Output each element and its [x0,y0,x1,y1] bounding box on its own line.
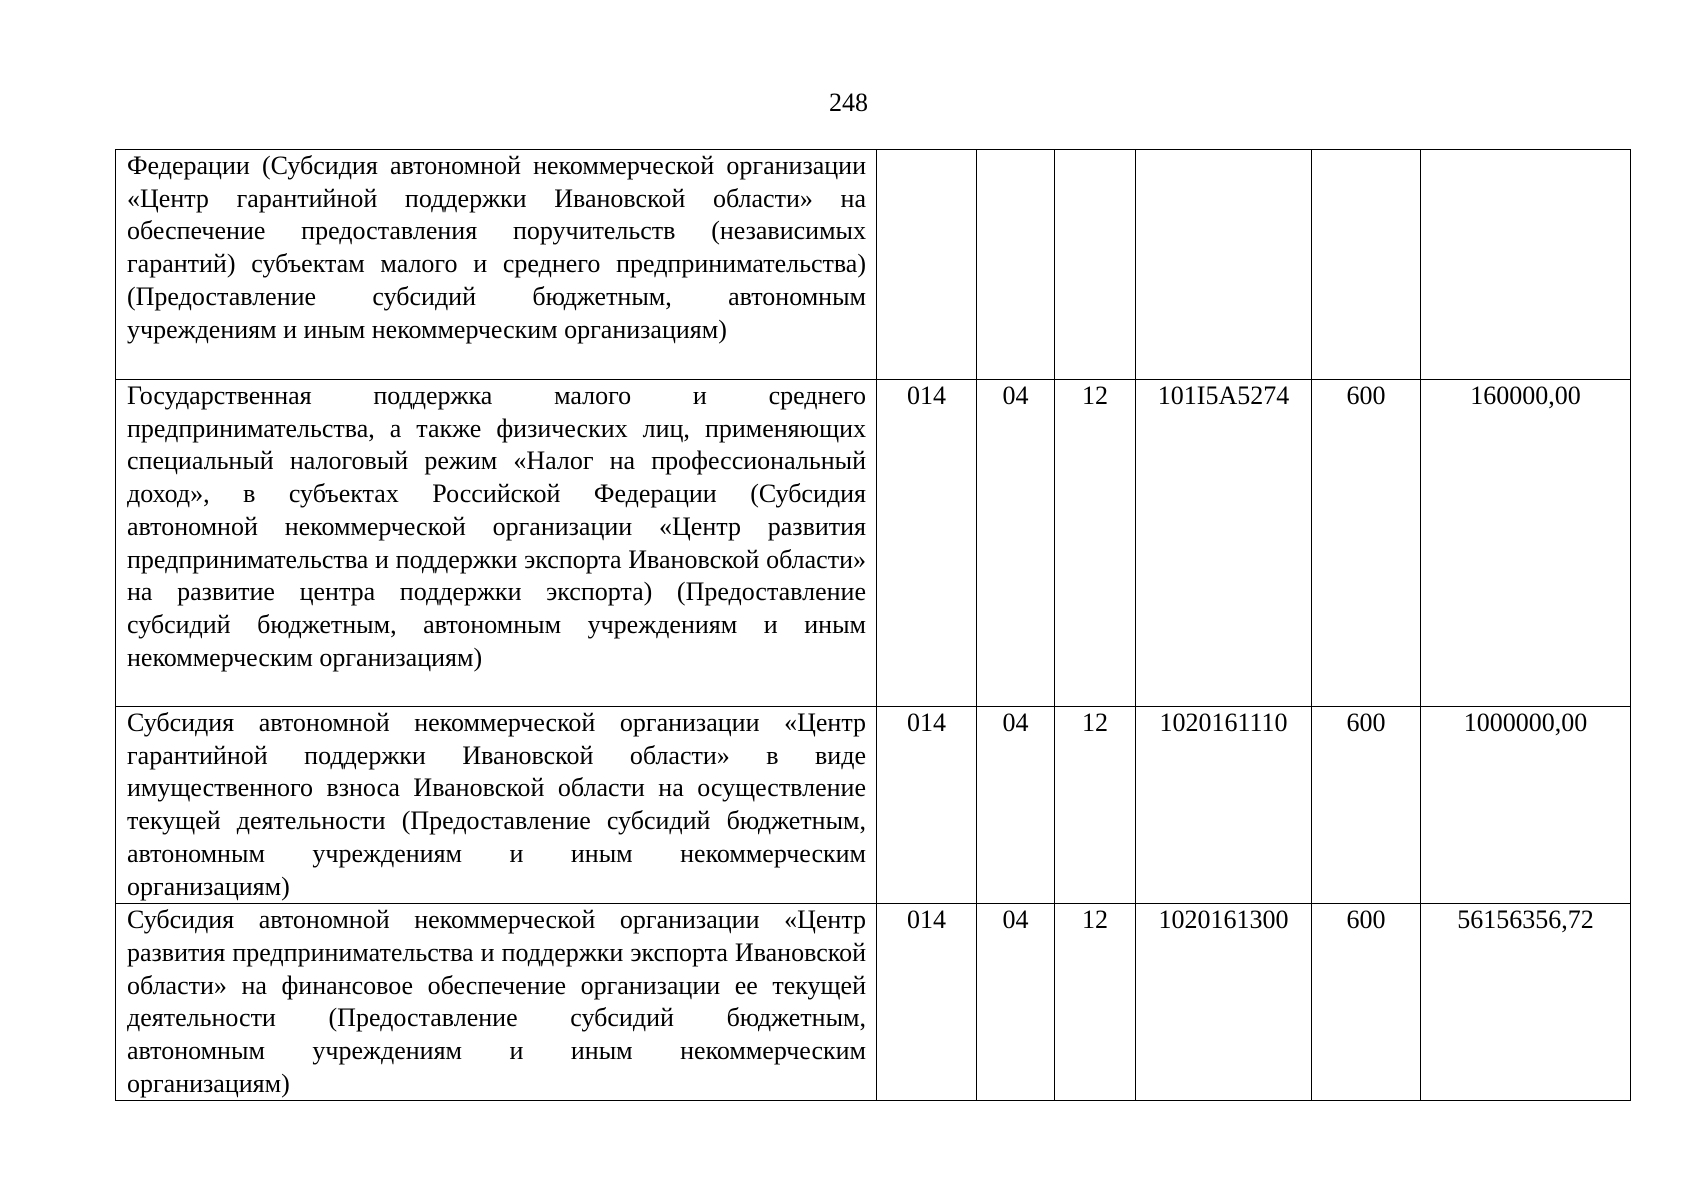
ministry-code-cell [877,150,977,380]
expense-type-cell: 600 [1312,904,1421,1101]
row-description: Субсидия автономной некоммерческой организации «Центр развития предпринимательства и поддержки экспорта Ивановской области» на финансовое обеспечение организации ее текущей деятельности (Предоставление субсидий бюджетным, автономным учреждениям и иным некоммерческим организациям) [116,904,877,1101]
subsection-cell: 12 [1055,707,1136,904]
subsection-cell: 12 [1055,380,1136,707]
budget-table [115,149,1631,1101]
expense-type-cell: 600 [1312,707,1421,904]
amount-cell: 1000000,00 [1421,707,1631,904]
target-article-cell [1136,150,1312,380]
amount-cell: 160000,00 [1421,380,1631,707]
amount-cell: 56156356,72 [1421,904,1631,1101]
subsection-cell [1055,150,1136,380]
expense-type-cell [1312,150,1421,380]
section-cell: 04 [977,904,1055,1101]
ministry-code-cell: 014 [877,380,977,707]
row-description: Федерации (Субсидия автономной некоммерческой организации «Центр гарантийной поддержки Ивановской области» на обеспечение предоставления поручительств (независимых гарантий) субъектам малого и среднего предпринимательства) (Предоставление субсидий бюджетным, автономным учреждениям и иным некоммерческим организациям) [116,150,877,380]
row-description: Субсидия автономной некоммерческой организации «Центр гарантийной поддержки Ивановской области» в виде имущественного взноса Ивановской области на осуществление текущей деятельности (Предоставление субсидий бюджетным, автономным учреждениям и иным некоммерческим организациям) [116,707,877,904]
target-article-cell: 1020161300 [1136,904,1312,1101]
section-cell: 04 [977,707,1055,904]
row-description: Государственная поддержка малого и среднего предпринимательства, а также физических лиц, применяющих специальный налоговый режим «Налог на профессиональный доход», в субъектах Российской Федерации (Субсидия автономной некоммерческой организации «Центр развития предпринимательства и поддержки экспорта Ивановской области» на развитие центра поддержки экспорта) (Предоставление субсидий бюджетным, автономным учреждениям и иным некоммерческим организациям) [116,380,877,707]
section-cell [977,150,1055,380]
table-row [116,150,1631,380]
target-article-cell: 1020161110 [1136,707,1312,904]
subsection-cell: 12 [1055,904,1136,1101]
table-row [116,380,1631,707]
table-row [116,707,1631,904]
section-cell: 04 [977,380,1055,707]
target-article-cell: 101I5A5274 [1136,380,1312,707]
page-number: 248 [829,88,868,117]
ministry-code-cell: 014 [877,707,977,904]
table-row [116,904,1631,1101]
ministry-code-cell: 014 [877,904,977,1101]
expense-type-cell: 600 [1312,380,1421,707]
amount-cell [1421,150,1631,380]
